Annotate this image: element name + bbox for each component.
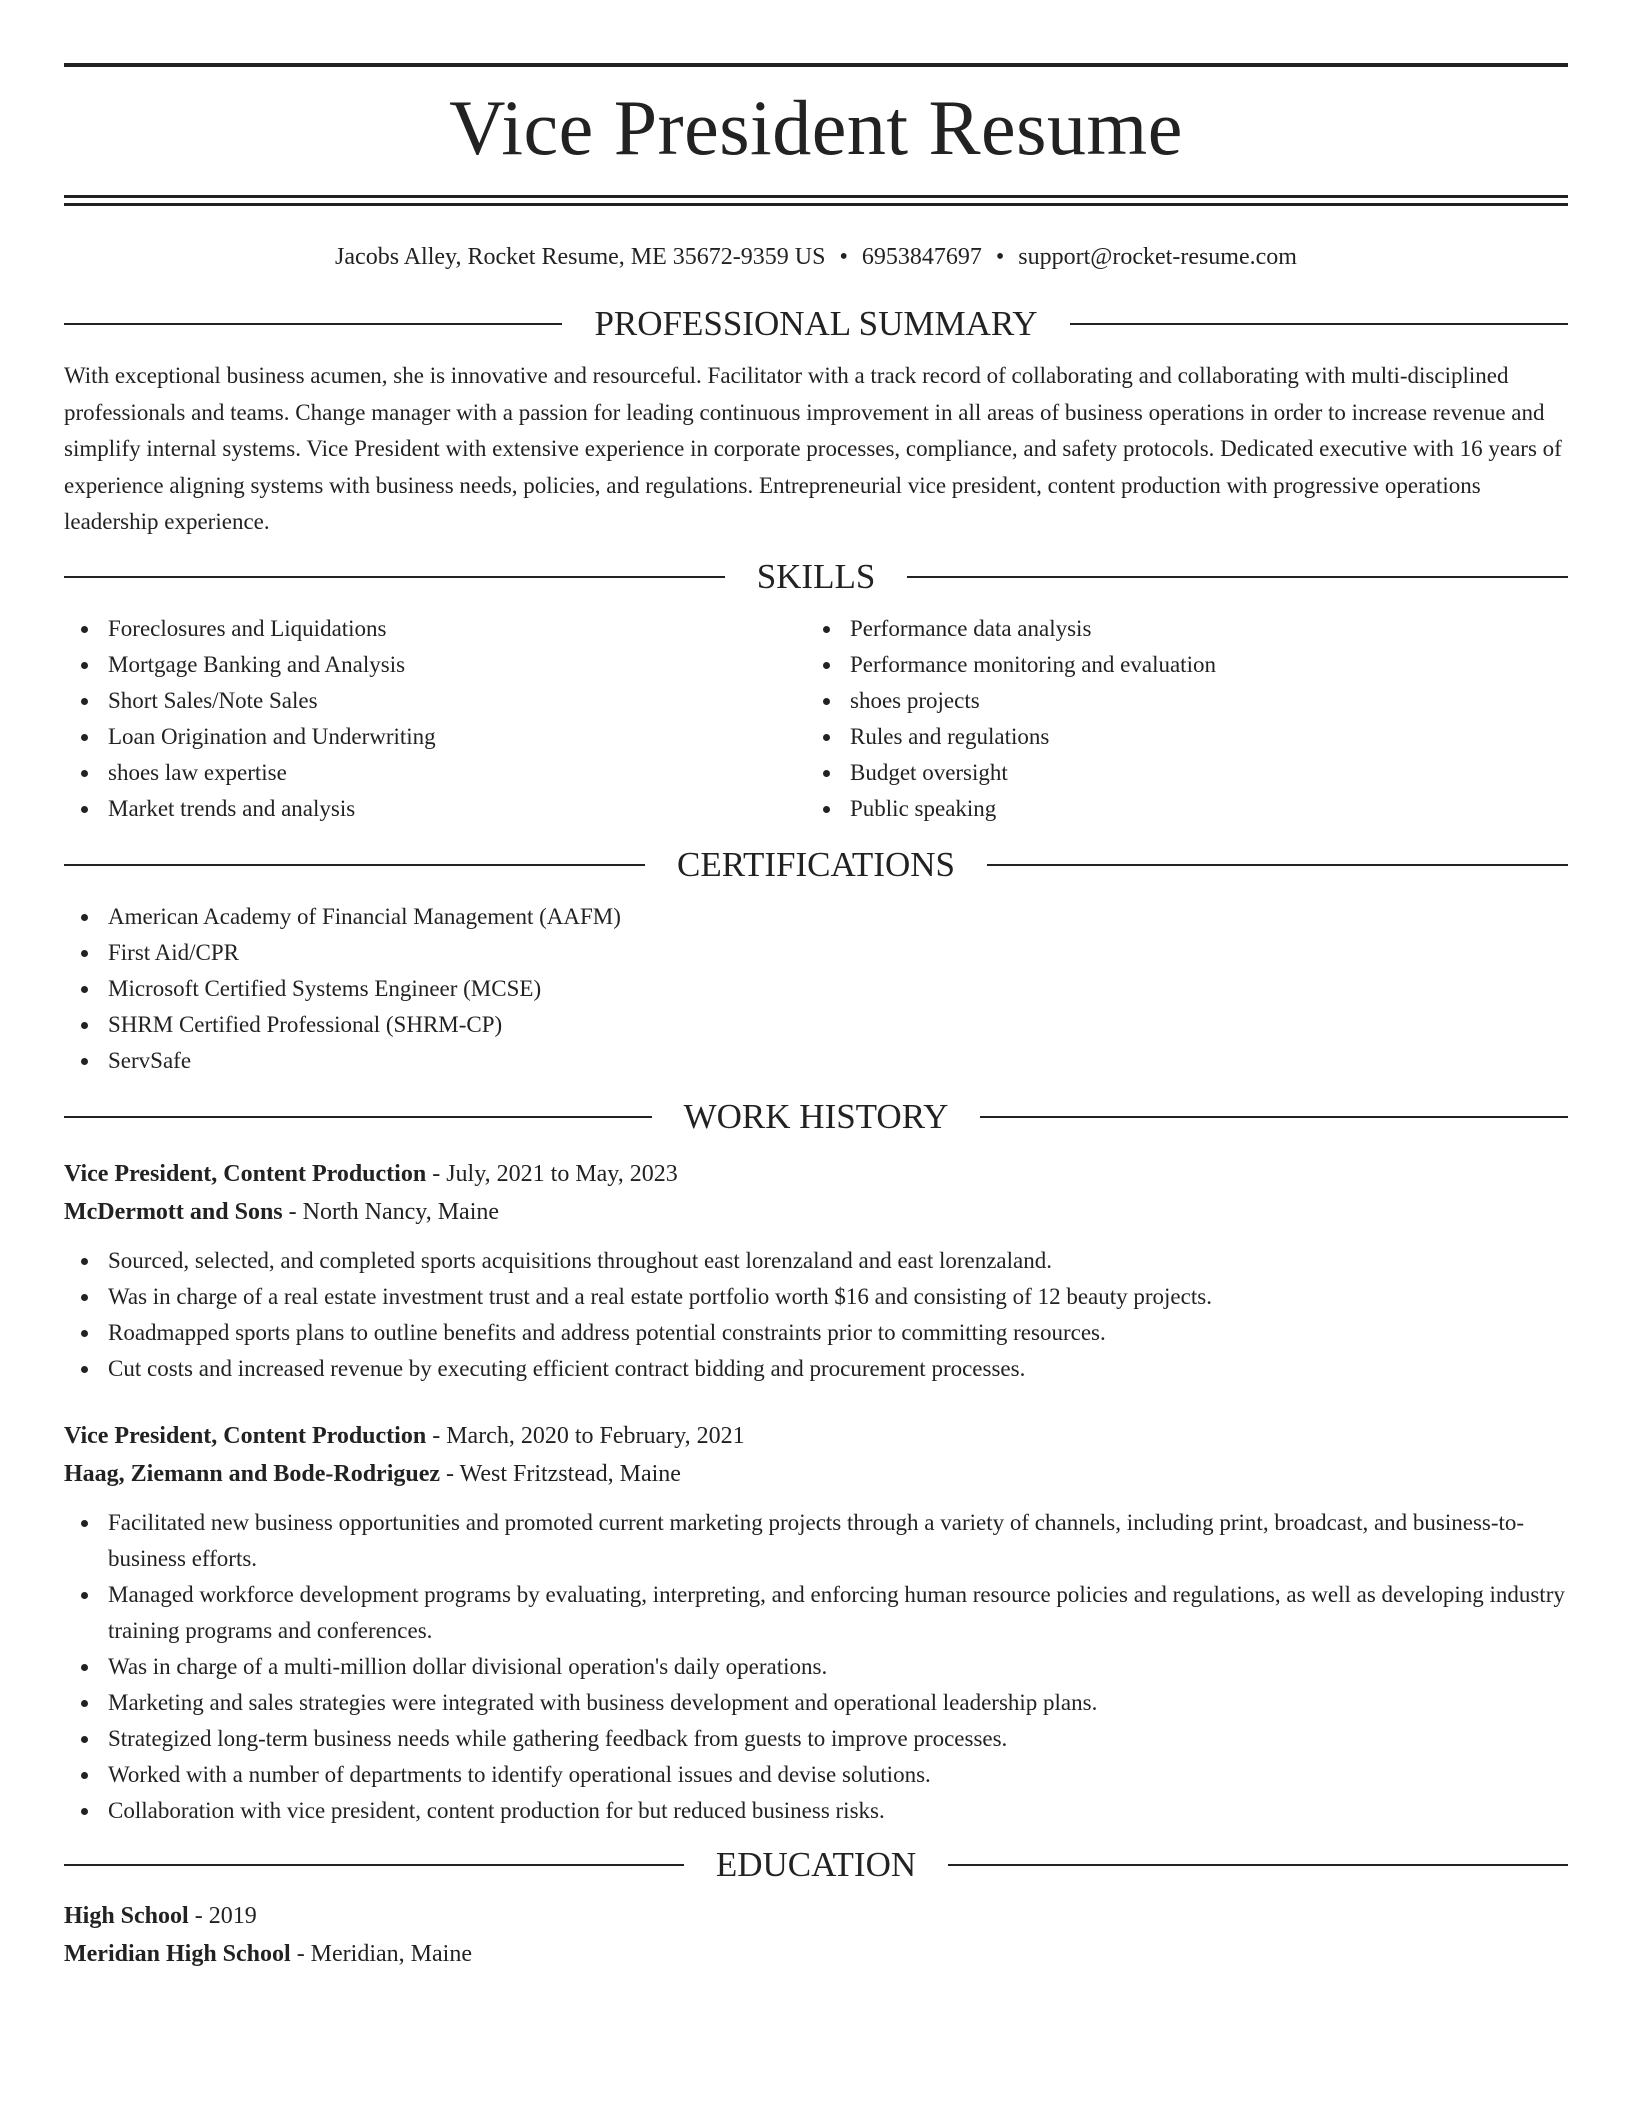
job-bullet: Worked with a number of departments to identify operational issues and devise solutions. <box>64 1757 1568 1793</box>
job-company: McDermott and Sons <box>64 1198 283 1225</box>
skills-columns <box>64 611 1568 827</box>
section-title: WORK HISTORY <box>683 1096 949 1136</box>
job-title-line <box>64 1417 1568 1455</box>
contact-line <box>64 242 1568 272</box>
contact-separator: • <box>995 244 1005 270</box>
skill-item: shoes projects <box>806 683 1548 719</box>
job-location: - West Fritzstead, Maine <box>440 1460 681 1487</box>
section-heading-work-history <box>64 1097 1568 1137</box>
section-title: CERTIFICATIONS <box>677 844 955 884</box>
heading-rule <box>64 1116 652 1118</box>
section-title: PROFESSIONAL SUMMARY <box>594 304 1038 343</box>
job-bullet: Facilitated new business opportunities and promoted current marketing projects through a variety of channels, including print, broadcast, and business-to-business efforts. <box>64 1505 1568 1577</box>
education-location: - Meridian, Maine <box>290 1940 472 1967</box>
skill-item: Performance data analysis <box>806 611 1548 647</box>
title-double-rule <box>64 195 1568 206</box>
skill-item: Foreclosures and Liquidations <box>64 611 806 647</box>
section-heading-summary <box>64 304 1568 344</box>
education-school-line <box>64 1935 1568 1973</box>
heading-rule <box>64 1864 684 1866</box>
heading-rule <box>980 1116 1568 1118</box>
skill-item: Performance monitoring and evaluation <box>806 647 1548 683</box>
skill-item: shoes law expertise <box>64 755 806 791</box>
job-dates: - July, 2021 to May, 2023 <box>426 1160 678 1187</box>
job-bullet: Was in charge of a multi-million dollar divisional operation's daily operations. <box>64 1649 1568 1685</box>
contact-address: Jacobs Alley, Rocket Resume, ME 35672-9359 US <box>335 244 826 270</box>
skills-list-right <box>806 611 1548 827</box>
heading-rule <box>64 576 725 578</box>
education-degree-line <box>64 1897 1568 1935</box>
skill-item: Mortgage Banking and Analysis <box>64 647 806 683</box>
job-bullet: Managed workforce development programs by evaluating, interpreting, and enforcing human resource policies and regulations, as well as developing industry training programs and conferences. <box>64 1577 1568 1649</box>
contact-separator: • <box>839 244 848 270</box>
skill-item: Budget oversight <box>806 755 1548 791</box>
skill-item: Loan Origination and Underwriting <box>64 719 806 755</box>
heading-rule <box>1070 323 1568 325</box>
contact-email: support@rocket-resume.com <box>1018 244 1297 270</box>
certification-item: American Academy of Financial Management (AAFM) <box>64 899 1568 935</box>
job-title: Vice President, Content Production <box>64 1422 427 1449</box>
summary-text: With exceptional business acumen, she is innovative and resourceful. Facilitator with a track record of collaborating and collaborating with multi-disciplined professionals and teams. Change manager with a passion for leading continuous improvement in all areas of business operations in order to increase revenue and simplify internal systems. Vice President with extensive experience in corporate processes, compliance, and safety protocols. Dedicated executive with 16 years of experience aligning systems with business needs, policies, and regulations. Entrepreneurial vice president, content production with progressive operations leadership experience. <box>64 363 1562 534</box>
section-title: EDUCATION <box>715 1844 917 1884</box>
certification-item: First Aid/CPR <box>64 935 1568 971</box>
heading-rule <box>948 1864 1568 1866</box>
heading-rule <box>907 576 1568 578</box>
job-bullet: Strategized long-term business needs while gathering feedback from guests to improve processes. <box>64 1721 1568 1757</box>
resume-page <box>64 0 1568 1973</box>
skills-list-left <box>64 611 806 827</box>
job-bullets <box>64 1505 1568 1829</box>
education-entry <box>64 1897 1568 1973</box>
job-entry <box>64 1417 1568 1829</box>
education-degree: High School <box>64 1902 189 1929</box>
section-heading-skills <box>64 557 1568 597</box>
heading-rule <box>64 864 645 866</box>
job-bullet: Cut costs and increased revenue by executing efficient contract bidding and procurement processes. <box>64 1351 1568 1387</box>
job-title-line <box>64 1155 1568 1193</box>
education-year: - 2019 <box>188 1902 257 1929</box>
section-heading-education <box>64 1845 1568 1885</box>
job-bullet: Collaboration with vice president, content production for but reduced business risks. <box>64 1793 1568 1829</box>
skill-item: Public speaking <box>806 791 1548 827</box>
section-title: SKILLS <box>756 556 876 596</box>
job-title: Vice President, Content Production <box>64 1160 427 1187</box>
resume-title: Vice President Resume <box>449 84 1183 171</box>
certification-item: Microsoft Certified Systems Engineer (MCSE) <box>64 971 1568 1007</box>
section-heading-certifications <box>64 845 1568 885</box>
job-bullets <box>64 1243 1568 1387</box>
certifications-list <box>64 899 1568 1079</box>
certification-item: ServSafe <box>64 1043 1568 1079</box>
certification-item: SHRM Certified Professional (SHRM-CP) <box>64 1007 1568 1043</box>
job-company-line <box>64 1455 1568 1493</box>
skill-item: Short Sales/Note Sales <box>64 683 806 719</box>
job-bullet: Roadmapped sports plans to outline benefits and address potential constraints prior to committing resources. <box>64 1315 1568 1351</box>
job-company-line <box>64 1193 1568 1231</box>
heading-rule <box>987 864 1568 866</box>
job-entry <box>64 1155 1568 1387</box>
job-location: - North Nancy, Maine <box>282 1198 500 1225</box>
job-bullet: Sourced, selected, and completed sports acquisitions throughout east lorenzaland and east lorenzaland. <box>64 1243 1568 1279</box>
heading-rule <box>64 323 562 325</box>
skill-item: Rules and regulations <box>806 719 1548 755</box>
skill-item: Market trends and analysis <box>64 791 806 827</box>
job-dates: - March, 2020 to February, 2021 <box>426 1422 745 1449</box>
job-bullet: Marketing and sales strategies were integrated with business development and operational leadership plans. <box>64 1685 1568 1721</box>
job-company: Haag, Ziemann and Bode-Rodriguez <box>64 1460 441 1487</box>
job-bullet: Was in charge of a real estate investment trust and a real estate portfolio worth $16 and consisting of 12 beauty projects. <box>64 1279 1568 1315</box>
education-school: Meridian High School <box>64 1940 291 1967</box>
contact-phone: 6953847697 <box>861 244 982 270</box>
